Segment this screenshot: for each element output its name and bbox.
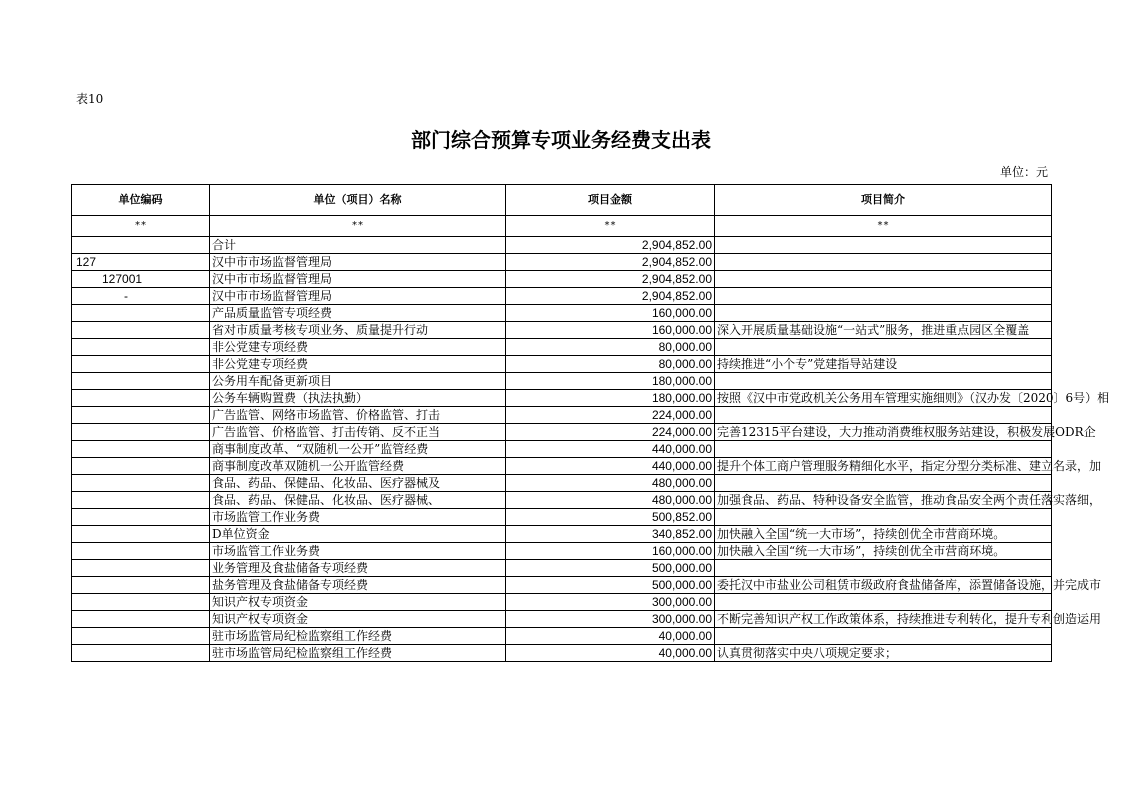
row-amount: 40,000.00 xyxy=(506,645,715,662)
row-desc: 委托汉中市盐业公司租赁市级政府食盐储备库，添置储备设施，并完成市 xyxy=(715,577,1052,594)
row-desc xyxy=(715,628,1052,645)
table-row xyxy=(72,373,1052,390)
row-name: D单位资金 xyxy=(210,526,506,543)
row-code xyxy=(72,441,210,458)
row-name: 知识产权专项资金 xyxy=(210,594,506,611)
row-amount: 2,904,852.00 xyxy=(506,271,715,288)
table-row xyxy=(72,424,1052,441)
row-code: 127 xyxy=(72,254,210,271)
row-amount: 2,904,852.00 xyxy=(506,254,715,271)
table-row xyxy=(72,560,1052,577)
row-code xyxy=(72,594,210,611)
row-code xyxy=(72,356,210,373)
row-desc: 持续推进“小个专”党建指导站建设 xyxy=(715,356,1052,373)
row-code xyxy=(72,407,210,424)
row-code xyxy=(72,475,210,492)
row-desc xyxy=(715,594,1052,611)
row-code xyxy=(72,339,210,356)
stars-cell: ** xyxy=(715,216,1052,237)
table-row xyxy=(72,492,1052,509)
row-name: 汉中市市场监督管理局 xyxy=(210,271,506,288)
row-amount: 300,000.00 xyxy=(506,611,715,628)
table-row xyxy=(72,271,1052,288)
row-amount: 300,000.00 xyxy=(506,594,715,611)
row-code: - xyxy=(72,288,210,305)
row-desc xyxy=(715,305,1052,322)
row-name: 商事制度改革、“双随机一公开”监管经费 xyxy=(210,441,506,458)
row-amount: 2,904,852.00 xyxy=(506,237,715,254)
row-amount: 180,000.00 xyxy=(506,373,715,390)
row-name: 知识产权专项资金 xyxy=(210,611,506,628)
stars-cell: ** xyxy=(210,216,506,237)
row-desc xyxy=(715,475,1052,492)
row-code xyxy=(72,628,210,645)
row-desc: 完善12315平台建设，大力推动消费维权服务站建设，积极发展ODR企 xyxy=(715,424,1052,441)
table-row xyxy=(72,407,1052,424)
row-desc: 加快融入全国“统一大市场”，持续创优全市营商环境。 xyxy=(715,526,1052,543)
row-name: 食品、药品、保健品、化妆品、医疗器械、 xyxy=(210,492,506,509)
row-amount: 224,000.00 xyxy=(506,407,715,424)
row-code xyxy=(72,543,210,560)
table-row xyxy=(72,611,1052,628)
row-name: 商事制度改革双随机一公开监管经费 xyxy=(210,458,506,475)
row-code xyxy=(72,322,210,339)
row-code xyxy=(72,526,210,543)
table-row xyxy=(72,458,1052,475)
page-title: 部门综合预算专项业务经费支出表 xyxy=(411,128,711,152)
row-name: 汉中市市场监督管理局 xyxy=(210,254,506,271)
table-row xyxy=(72,628,1052,645)
row-name: 合计 xyxy=(210,237,506,254)
header-row xyxy=(72,185,1052,216)
row-desc: 认真贯彻落实中央八项规定要求； xyxy=(715,645,1052,662)
row-amount: 500,000.00 xyxy=(506,577,715,594)
table-row xyxy=(72,509,1052,526)
row-desc xyxy=(715,339,1052,356)
row-amount: 440,000.00 xyxy=(506,441,715,458)
row-code xyxy=(72,237,210,254)
stars-cell: ** xyxy=(506,216,715,237)
row-desc: 提升个体工商户管理服务精细化水平，指定分型分类标准、建立名录，加 xyxy=(715,458,1052,475)
row-amount: 480,000.00 xyxy=(506,475,715,492)
row-desc: 深入开展质量基础设施“一站式”服务，推进重点园区全覆盖 xyxy=(715,322,1052,339)
row-name: 市场监管工作业务费 xyxy=(210,543,506,560)
table-row xyxy=(72,339,1052,356)
table-row xyxy=(72,288,1052,305)
row-amount: 160,000.00 xyxy=(506,305,715,322)
table-row xyxy=(72,594,1052,611)
row-code xyxy=(72,645,210,662)
row-code xyxy=(72,492,210,509)
row-name: 业务管理及食盐储备专项经费 xyxy=(210,560,506,577)
unit-label: 单位：元 xyxy=(999,165,1048,179)
row-name: 驻市场监管局纪检监察组工作经费 xyxy=(210,645,506,662)
row-desc xyxy=(715,237,1052,254)
table-row xyxy=(72,645,1052,662)
row-amount: 160,000.00 xyxy=(506,543,715,560)
row-name: 盐务管理及食盐储备专项经费 xyxy=(210,577,506,594)
row-desc: 加快融入全国“统一大市场”，持续创优全市营商环境。 xyxy=(715,543,1052,560)
row-amount: 80,000.00 xyxy=(506,339,715,356)
row-code xyxy=(72,305,210,322)
table-row xyxy=(72,441,1052,458)
table-row xyxy=(72,526,1052,543)
placeholder-row xyxy=(72,216,1052,237)
row-name: 公务用车配备更新项目 xyxy=(210,373,506,390)
row-name: 市场监管工作业务费 xyxy=(210,509,506,526)
row-desc: 加强食品、药品、特种设备安全监管，推动食品安全两个责任落实落细， xyxy=(715,492,1052,509)
row-desc xyxy=(715,373,1052,390)
table-label: 表10 xyxy=(76,92,104,106)
row-name: 汉中市市场监督管理局 xyxy=(210,288,506,305)
table-row xyxy=(72,322,1052,339)
row-amount: 160,000.00 xyxy=(506,322,715,339)
row-desc xyxy=(715,509,1052,526)
row-amount: 500,000.00 xyxy=(506,560,715,577)
row-amount: 2,904,852.00 xyxy=(506,288,715,305)
row-name: 省对市质量考核专项业务、质量提升行动 xyxy=(210,322,506,339)
table-row xyxy=(72,543,1052,560)
table-row xyxy=(72,577,1052,594)
row-desc: 不断完善知识产权工作政策体系，持续推进专利转化，提升专利创造运用 xyxy=(715,611,1052,628)
row-code xyxy=(72,373,210,390)
table-row xyxy=(72,254,1052,271)
row-desc xyxy=(715,254,1052,271)
table-row xyxy=(72,237,1052,254)
stars-cell: ** xyxy=(72,216,210,237)
row-code xyxy=(72,424,210,441)
row-code xyxy=(72,577,210,594)
row-amount: 340,852.00 xyxy=(506,526,715,543)
row-amount: 180,000.00 xyxy=(506,390,715,407)
row-desc xyxy=(715,441,1052,458)
budget-table xyxy=(71,184,1110,662)
row-code: 127001 xyxy=(72,271,210,288)
row-desc xyxy=(715,407,1052,424)
row-amount: 80,000.00 xyxy=(506,356,715,373)
row-desc xyxy=(715,288,1052,305)
row-amount: 440,000.00 xyxy=(506,458,715,475)
row-amount: 480,000.00 xyxy=(506,492,715,509)
row-name: 产品质量监管专项经费 xyxy=(210,305,506,322)
table-row xyxy=(72,305,1052,322)
row-code xyxy=(72,390,210,407)
row-code xyxy=(72,560,210,577)
row-desc: 按照《汉中市党政机关公务用车管理实施细则》（汉办发〔2020〕6号）相 xyxy=(715,390,1052,407)
row-desc xyxy=(715,560,1052,577)
row-amount: 500,852.00 xyxy=(506,509,715,526)
row-code xyxy=(72,509,210,526)
header-amount: 项目金额 xyxy=(506,185,715,216)
row-code xyxy=(72,611,210,628)
header-desc: 项目简介 xyxy=(715,185,1052,216)
row-name: 食品、药品、保健品、化妆品、医疗器械及 xyxy=(210,475,506,492)
row-amount: 40,000.00 xyxy=(506,628,715,645)
table-row xyxy=(72,475,1052,492)
row-name: 非公党建专项经费 xyxy=(210,339,506,356)
row-name: 驻市场监管局纪检监察组工作经费 xyxy=(210,628,506,645)
row-desc xyxy=(715,271,1052,288)
row-name: 非公党建专项经费 xyxy=(210,356,506,373)
row-amount: 224,000.00 xyxy=(506,424,715,441)
row-name: 公务车辆购置费（执法执勤） xyxy=(210,390,506,407)
header-code: 单位编码 xyxy=(72,185,210,216)
row-name: 广告监管、网络市场监管、价格监管、打击 xyxy=(210,407,506,424)
row-code xyxy=(72,458,210,475)
table-row xyxy=(72,390,1052,407)
header-name: 单位（项目）名称 xyxy=(210,185,506,216)
row-name: 广告监管、价格监管、打击传销、反不正当 xyxy=(210,424,506,441)
table-row xyxy=(72,356,1052,373)
